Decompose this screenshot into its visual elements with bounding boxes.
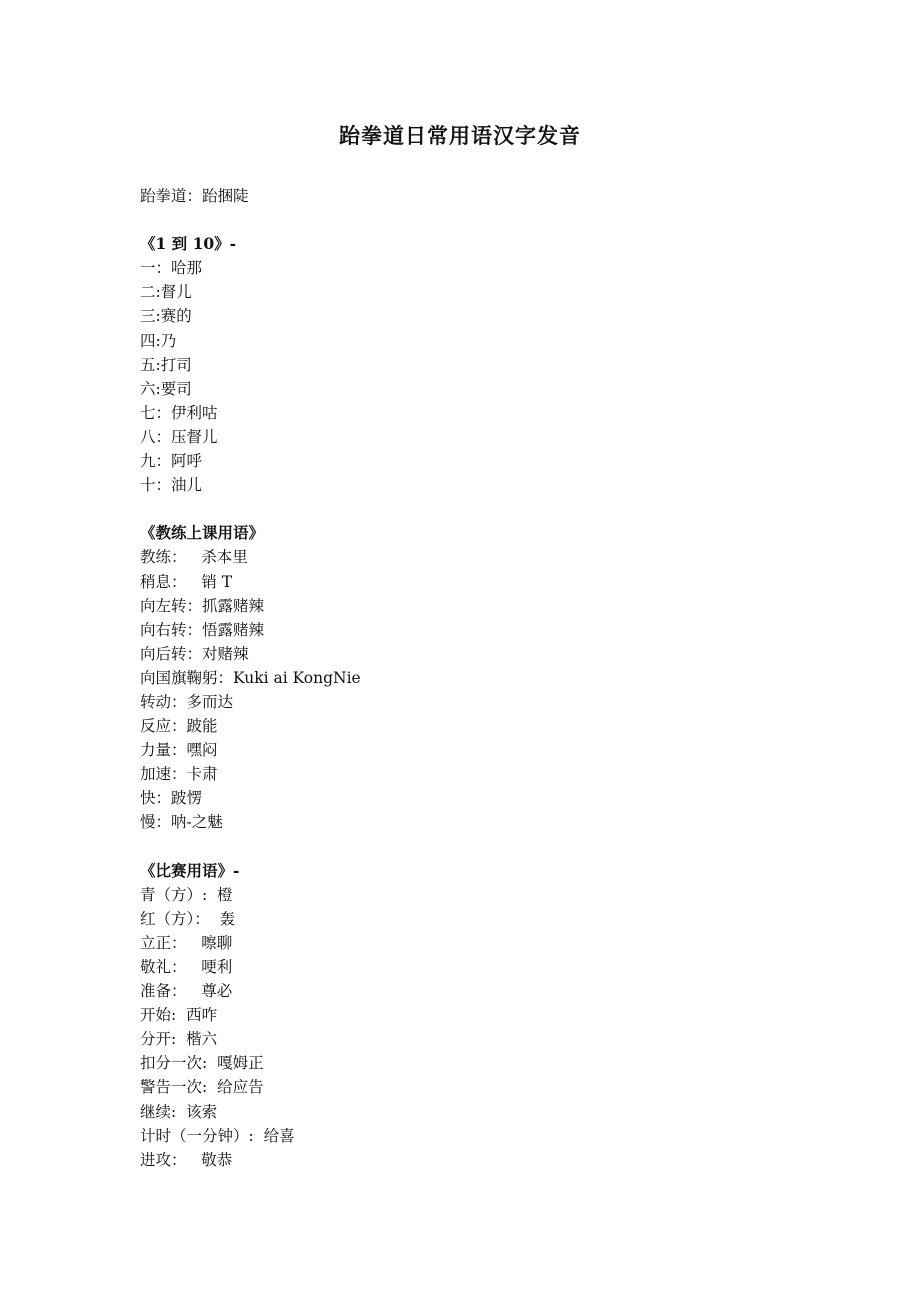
term-line: 三:赛的	[140, 307, 192, 326]
term-line: 力量：嘿闷	[140, 741, 218, 760]
term-line: 扣分一次: 嘎姆正	[140, 1054, 264, 1073]
term-line: 稍息： 销 T	[140, 572, 233, 591]
term-line: 九：阿呼	[140, 452, 203, 471]
term-line: 七：伊利咕	[140, 403, 218, 422]
term-line: 四:乃	[140, 331, 177, 350]
term-line: 青（方）: 橙	[140, 885, 233, 904]
term-line: 立正： 嚓聊	[140, 933, 233, 952]
term-line: 分开: 楷六	[140, 1030, 218, 1049]
term-line: 十：油儿	[140, 476, 203, 495]
term-line: 反应：跛能	[140, 717, 218, 736]
term-line: 五:打司	[140, 355, 192, 374]
section-heading-numbers: 《1 到 10》-	[140, 234, 237, 254]
section-heading-match-terms: 《比赛用语》-	[140, 860, 240, 880]
term-line: 加速：卡肃	[140, 765, 218, 784]
term-line: 二:督儿	[140, 283, 192, 302]
blank-line	[140, 835, 840, 859]
term-line: 开始: 西咋	[140, 1006, 218, 1025]
term-line: 向国旗鞠躬：Kuki ai KongNie	[140, 668, 361, 687]
term-line: 敬礼： 哽利	[140, 958, 233, 976]
term-line: 八：压督儿	[140, 427, 218, 446]
term-line: 快：跛愣	[140, 789, 203, 808]
term-line: 六:要司	[140, 379, 192, 398]
term-line: 教练： 杀本里	[140, 548, 248, 567]
term-line: 红（方）： 轰	[140, 909, 236, 928]
blank-line	[140, 208, 840, 232]
term-line: 准备： 尊必	[140, 982, 233, 1001]
term-line: 计时（一分钟）: 给喜	[140, 1126, 295, 1145]
term-line: 进攻： 敬恭	[140, 1150, 233, 1169]
term-line: 向左转：抓露赌辣	[140, 596, 265, 615]
intro-line: 跆拳道：跆捆陡	[140, 187, 249, 205]
section-heading-coach-terms: 《教练上课用语》	[140, 523, 265, 543]
blank-line	[140, 497, 840, 521]
term-line: 一：哈那	[140, 259, 203, 278]
document-title: 跆拳道日常用语汉字发音	[339, 123, 581, 148]
term-line: 转动：多而达	[140, 692, 234, 711]
term-line: 继续: 该索	[140, 1102, 218, 1121]
term-line: 慢：呐-之魅	[140, 813, 223, 832]
term-line: 警告一次: 给应告	[140, 1078, 264, 1097]
document-body	[140, 184, 840, 1172]
term-line: 向右转：悟露赌辣	[140, 620, 265, 639]
term-line: 向后转：对赌辣	[140, 644, 249, 663]
